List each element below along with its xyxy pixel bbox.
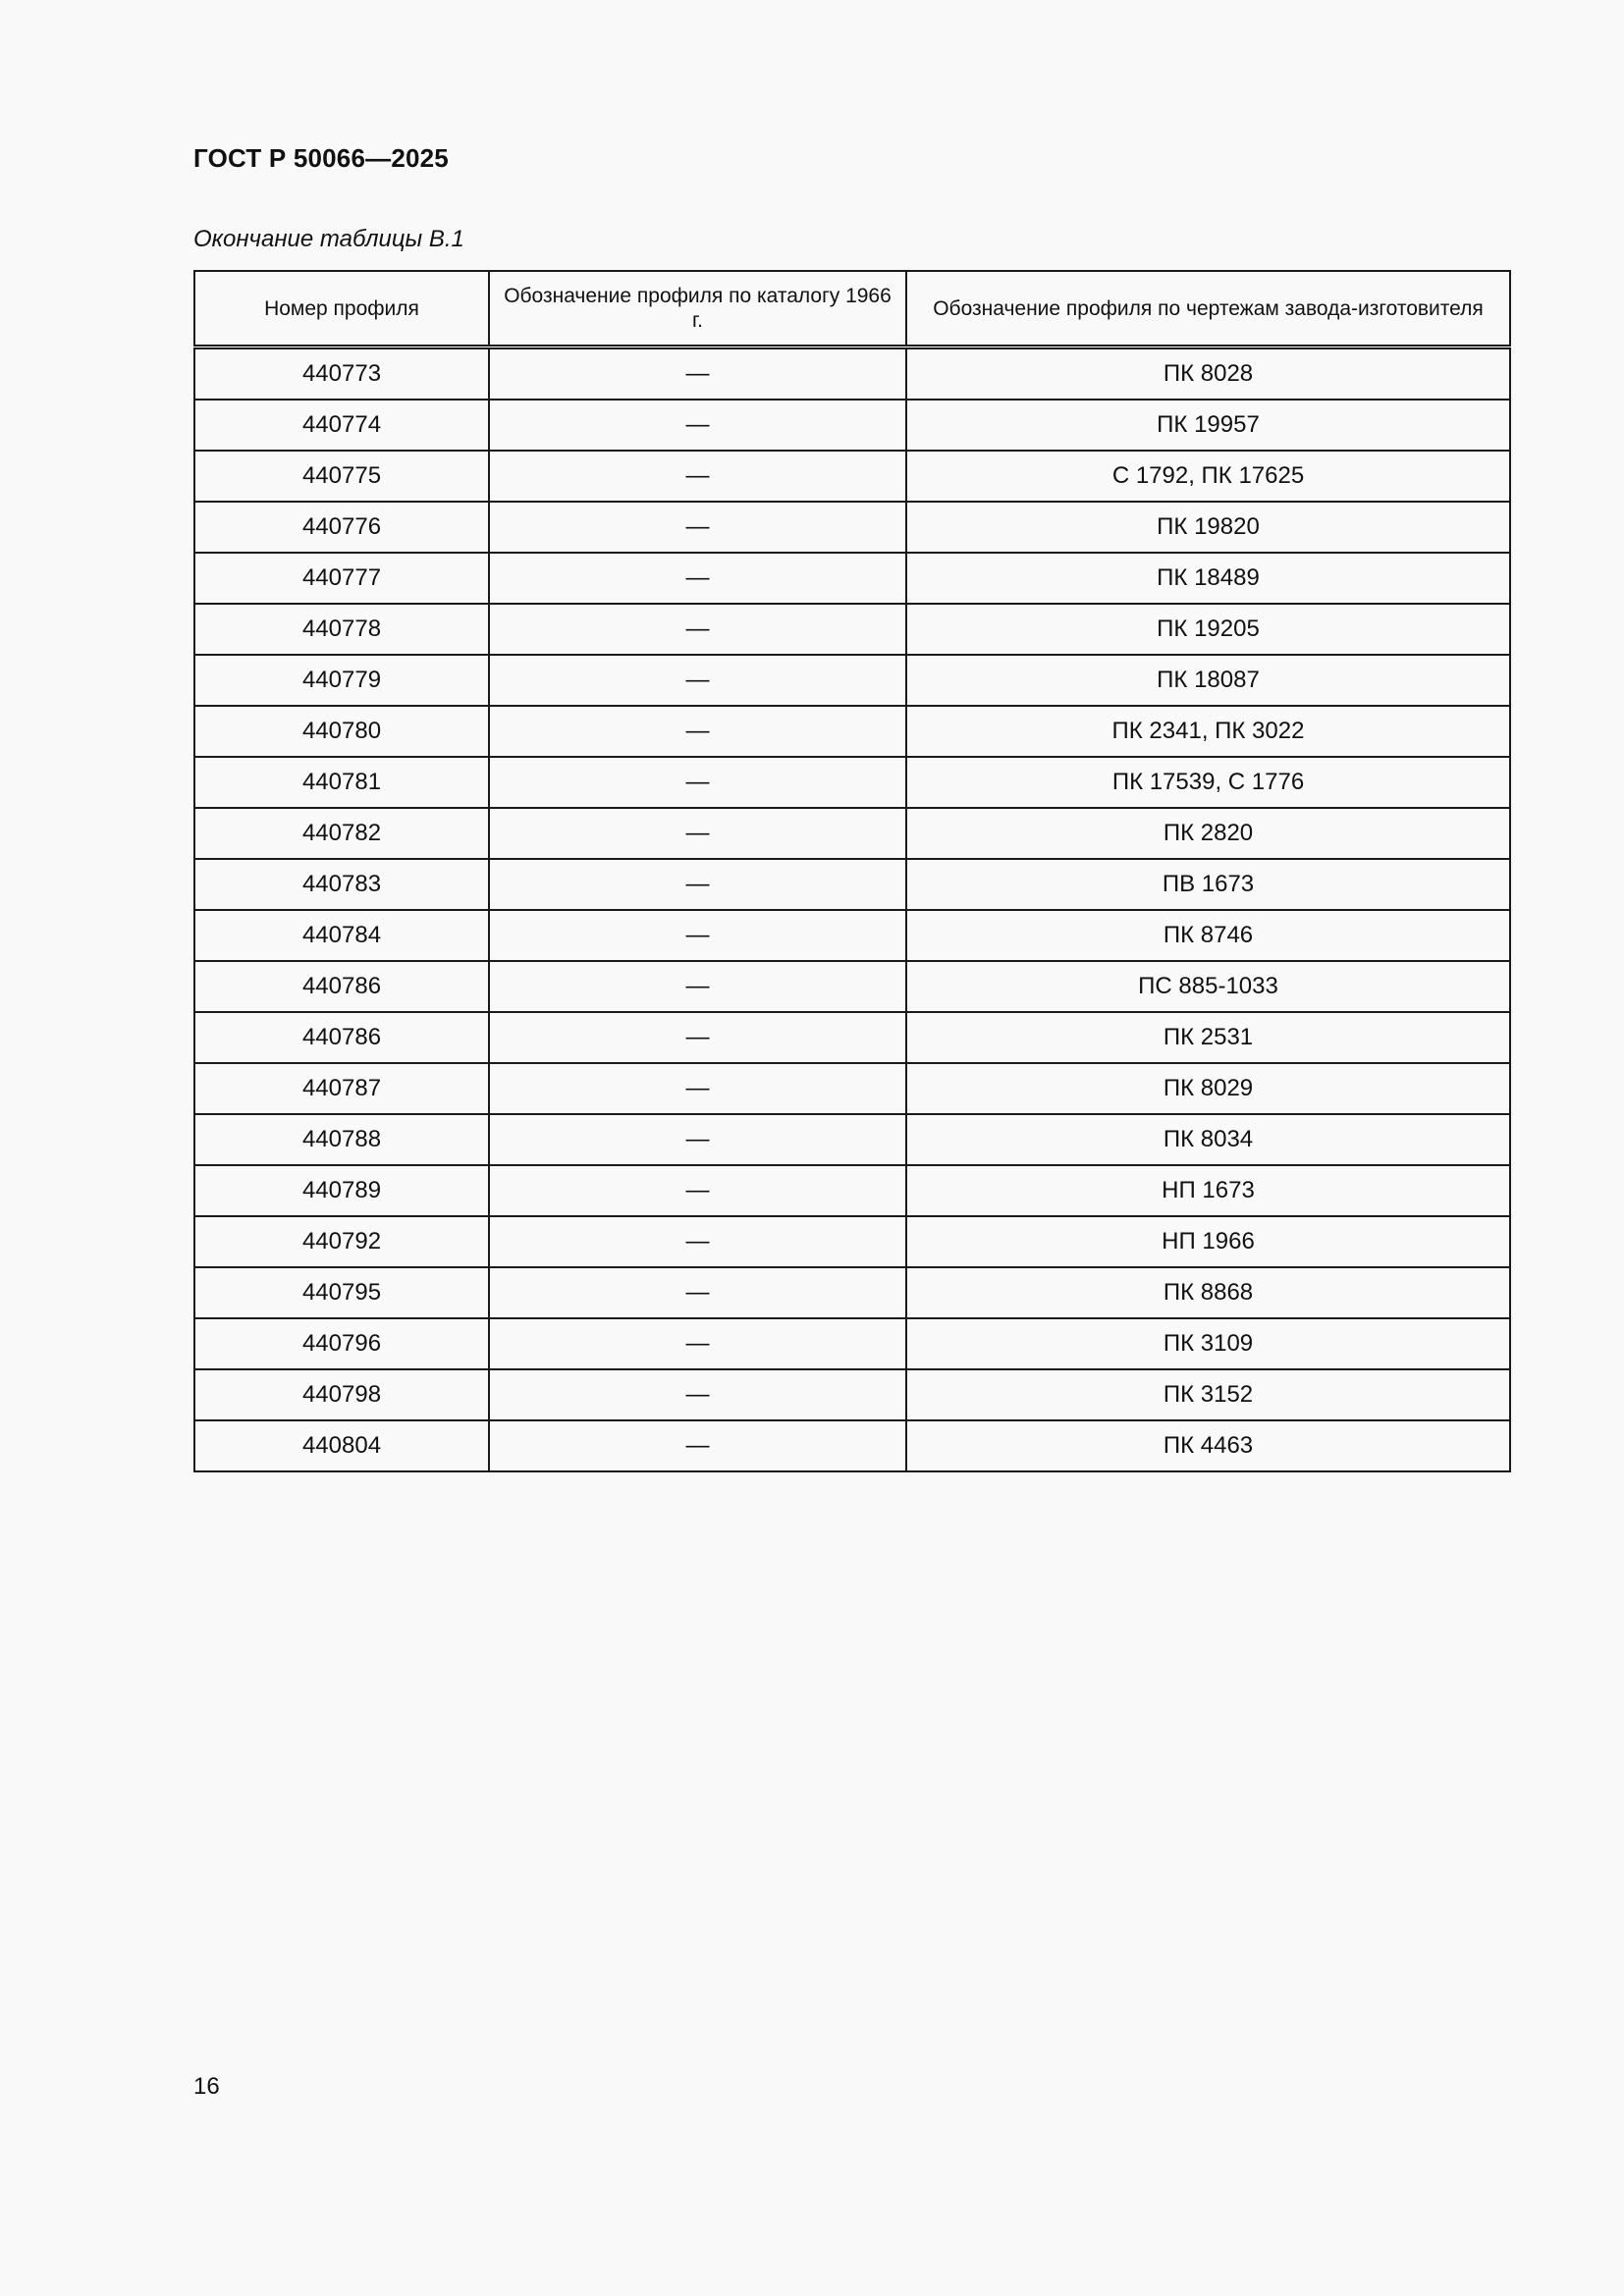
cell-catalog-designation: — — [489, 502, 906, 553]
cell-factory-designation: ПК 8029 — [906, 1063, 1510, 1114]
table-row — [194, 1369, 1510, 1420]
cell-factory-designation: ПК 2531 — [906, 1012, 1510, 1063]
cell-catalog-designation: — — [489, 961, 906, 1012]
profiles-table — [193, 270, 1511, 1472]
table-row — [194, 502, 1510, 553]
cell-factory-designation: ПК 18489 — [906, 553, 1510, 604]
cell-catalog-designation: — — [489, 808, 906, 859]
cell-profile-number: 440775 — [194, 451, 489, 502]
cell-profile-number: 440786 — [194, 961, 489, 1012]
table-row — [194, 808, 1510, 859]
cell-profile-number: 440788 — [194, 1114, 489, 1165]
column-header-profile-number: Номер профиля — [194, 271, 489, 347]
cell-factory-designation: С 1792, ПК 17625 — [906, 451, 1510, 502]
table-row — [194, 1318, 1510, 1369]
cell-factory-designation: ПК 8746 — [906, 910, 1510, 961]
table-row — [194, 1420, 1510, 1471]
cell-profile-number: 440784 — [194, 910, 489, 961]
cell-profile-number: 440789 — [194, 1165, 489, 1216]
table-row — [194, 1063, 1510, 1114]
cell-factory-designation: ПК 19205 — [906, 604, 1510, 655]
cell-profile-number: 440773 — [194, 347, 489, 400]
table-row — [194, 706, 1510, 757]
cell-factory-designation: НП 1673 — [906, 1165, 1510, 1216]
cell-factory-designation: ПК 3109 — [906, 1318, 1510, 1369]
cell-factory-designation: ПК 2820 — [906, 808, 1510, 859]
table-row — [194, 1267, 1510, 1318]
table-row — [194, 1165, 1510, 1216]
cell-profile-number: 440783 — [194, 859, 489, 910]
cell-factory-designation: ПК 8868 — [906, 1267, 1510, 1318]
table-row — [194, 604, 1510, 655]
table-row — [194, 1114, 1510, 1165]
cell-catalog-designation: — — [489, 1063, 906, 1114]
cell-factory-designation: ПК 17539, С 1776 — [906, 757, 1510, 808]
cell-profile-number: 440777 — [194, 553, 489, 604]
cell-catalog-designation: — — [489, 1165, 906, 1216]
table-row — [194, 1012, 1510, 1063]
cell-catalog-designation: — — [489, 1216, 906, 1267]
table-row — [194, 757, 1510, 808]
cell-factory-designation: ПК 2341, ПК 3022 — [906, 706, 1510, 757]
cell-profile-number: 440804 — [194, 1420, 489, 1471]
cell-factory-designation: ПК 8028 — [906, 347, 1510, 400]
cell-profile-number: 440779 — [194, 655, 489, 706]
table-row — [194, 655, 1510, 706]
cell-profile-number: 440798 — [194, 1369, 489, 1420]
cell-factory-designation: ПК 19957 — [906, 400, 1510, 451]
cell-factory-designation: ПВ 1673 — [906, 859, 1510, 910]
cell-catalog-designation: — — [489, 1114, 906, 1165]
document-title: ГОСТ Р 50066—2025 — [193, 143, 449, 173]
cell-catalog-designation: — — [489, 1420, 906, 1471]
cell-factory-designation: ПК 3152 — [906, 1369, 1510, 1420]
table-header-row — [194, 271, 1510, 347]
table-row — [194, 910, 1510, 961]
cell-profile-number: 440781 — [194, 757, 489, 808]
cell-catalog-designation: — — [489, 757, 906, 808]
cell-catalog-designation: — — [489, 347, 906, 400]
table-row — [194, 961, 1510, 1012]
cell-profile-number: 440776 — [194, 502, 489, 553]
cell-factory-designation: ПК 19820 — [906, 502, 1510, 553]
cell-catalog-designation: — — [489, 1012, 906, 1063]
cell-profile-number: 440796 — [194, 1318, 489, 1369]
table-caption: Окончание таблицы В.1 — [193, 226, 464, 252]
table-row — [194, 400, 1510, 451]
cell-factory-designation: НП 1966 — [906, 1216, 1510, 1267]
table-row — [194, 451, 1510, 502]
cell-catalog-designation: — — [489, 655, 906, 706]
cell-profile-number: 440780 — [194, 706, 489, 757]
cell-catalog-designation: — — [489, 1369, 906, 1420]
cell-catalog-designation: — — [489, 553, 906, 604]
cell-profile-number: 440787 — [194, 1063, 489, 1114]
cell-catalog-designation: — — [489, 451, 906, 502]
cell-factory-designation: ПК 8034 — [906, 1114, 1510, 1165]
cell-catalog-designation: — — [489, 604, 906, 655]
cell-profile-number: 440782 — [194, 808, 489, 859]
cell-catalog-designation: — — [489, 910, 906, 961]
cell-profile-number: 440774 — [194, 400, 489, 451]
column-header-catalog-designation: Обозначение профиля по каталогу 1966 г. — [489, 271, 906, 347]
cell-catalog-designation: — — [489, 400, 906, 451]
cell-profile-number: 440778 — [194, 604, 489, 655]
table-body — [194, 347, 1510, 1472]
cell-catalog-designation: — — [489, 1318, 906, 1369]
cell-profile-number: 440786 — [194, 1012, 489, 1063]
cell-factory-designation: ПК 18087 — [906, 655, 1510, 706]
cell-factory-designation: ПК 4463 — [906, 1420, 1510, 1471]
cell-catalog-designation: — — [489, 706, 906, 757]
cell-catalog-designation: — — [489, 859, 906, 910]
cell-profile-number: 440792 — [194, 1216, 489, 1267]
table-row — [194, 553, 1510, 604]
table-row — [194, 859, 1510, 910]
table-row — [194, 1216, 1510, 1267]
cell-factory-designation: ПС 885-1033 — [906, 961, 1510, 1012]
cell-catalog-designation: — — [489, 1267, 906, 1318]
cell-profile-number: 440795 — [194, 1267, 489, 1318]
column-header-factory-designation: Обозначение профиля по чертежам завода-изготовителя — [906, 271, 1510, 347]
table-row — [194, 347, 1510, 400]
page-number: 16 — [193, 2073, 220, 2100]
